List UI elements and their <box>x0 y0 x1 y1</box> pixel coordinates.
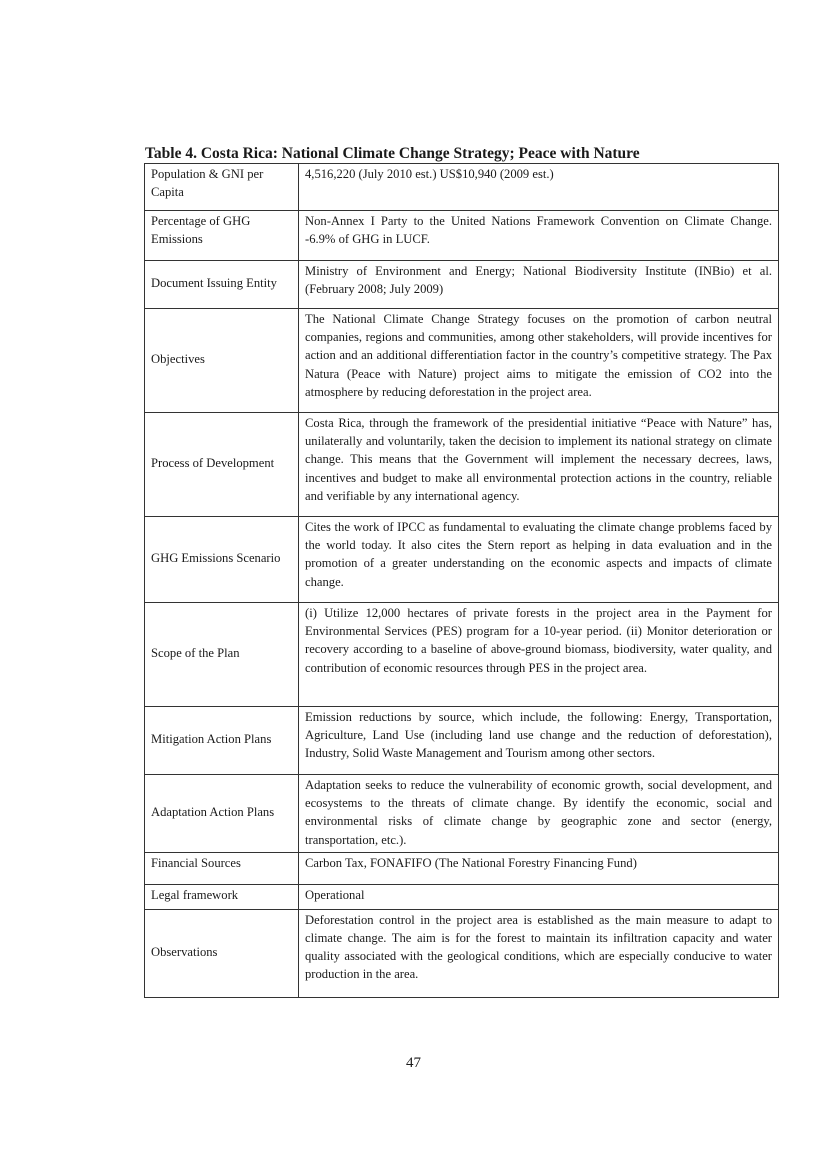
table-row <box>145 884 779 909</box>
table-row <box>145 164 779 211</box>
table-row <box>145 413 779 517</box>
row-label: Scope of the Plan <box>145 603 299 707</box>
row-value: Costa Rica, through the framework of the presidential initiative “Peace with Nature” has, unilaterally and voluntarily, taken the decision to implement its national strategy on climate change. This means that the Government will implement the necessary decrees, laws, incentives and budget to make all environmental protection actions in the country, reliable and verifiable by any international agency. <box>299 413 779 517</box>
row-value: (i) Utilize 12,000 hectares of private forests in the project area in the Payment for Environmental Services (PES) program for a 10-year period. (ii) Monitor deterioration or recovery according to a baseline of above-ground biomass, biodiversity, water quality, and contribution of economic resources through PES in the project area. <box>299 603 779 707</box>
row-value: 4,516,220 (July 2010 est.) US$10,940 (2009 est.) <box>299 164 779 211</box>
table-row <box>145 775 779 853</box>
table-row <box>145 211 779 261</box>
table-title: Table 4. Costa Rica: National Climate Change Strategy; Peace with Nature <box>145 145 640 162</box>
row-value: Non-Annex I Party to the United Nations Framework Convention on Climate Change. -6.9% of GHG in LUCF. <box>299 211 779 261</box>
row-label: Document Issuing Entity <box>145 261 299 309</box>
table-row <box>145 309 779 413</box>
row-label: Population & GNI per Capita <box>145 164 299 211</box>
table-row <box>145 852 779 884</box>
strategy-table <box>144 163 779 998</box>
row-value: Operational <box>299 884 779 909</box>
row-label: Mitigation Action Plans <box>145 707 299 775</box>
row-label: GHG Emissions Scenario <box>145 517 299 603</box>
row-value: Carbon Tax, FONAFIFO (The National Forestry Financing Fund) <box>299 852 779 884</box>
table-row <box>145 261 779 309</box>
row-value: The National Climate Change Strategy focuses on the promotion of carbon neutral companies, regions and communities, among other stakeholders, will provide incentives for action and an additional differentiation factor in the country’s competitive strategy. The Pax Natura (Peace with Nature) project aims to mitigate the emission of CO2 into the atmosphere by reducing deforestation in the project area. <box>299 309 779 413</box>
row-label: Percentage of GHG Emissions <box>145 211 299 261</box>
table-row <box>145 603 779 707</box>
row-label: Process of Development <box>145 413 299 517</box>
row-label: Objectives <box>145 309 299 413</box>
row-label: Adaptation Action Plans <box>145 775 299 853</box>
row-value: Adaptation seeks to reduce the vulnerability of economic growth, social development, and ecosystems to the threats of climate change. By identify the economic, social and environmental risks of climate change by geographic zone and sector (energy, transportation, etc.). <box>299 775 779 853</box>
row-value: Deforestation control in the project area is established as the main measure to adapt to climate change. The aim is for the forest to maintain its infiltration capacity and water quality associated with the geological conditions, which are especially conducive to water production in the area. <box>299 909 779 997</box>
row-value: Emission reductions by source, which include, the following: Energy, Transportation, Agriculture, Land Use (including land use change and the reduction of deforestation), Industry, Solid Waste Management and Tourism among other sectors. <box>299 707 779 775</box>
row-label: Legal framework <box>145 884 299 909</box>
page-number: 47 <box>406 1055 421 1071</box>
table-row <box>145 909 779 997</box>
table-row <box>145 707 779 775</box>
row-value: Cites the work of IPCC as fundamental to evaluating the climate change problems faced by the world today. It also cites the Stern report as helping in data evaluation and in the promotion of a greater understanding on the economic aspects and impacts of climate change. <box>299 517 779 603</box>
table-row <box>145 517 779 603</box>
row-value: Ministry of Environment and Energy; National Biodiversity Institute (INBio) et al. (February 2008; July 2009) <box>299 261 779 309</box>
row-label: Observations <box>145 909 299 997</box>
row-label: Financial Sources <box>145 852 299 884</box>
